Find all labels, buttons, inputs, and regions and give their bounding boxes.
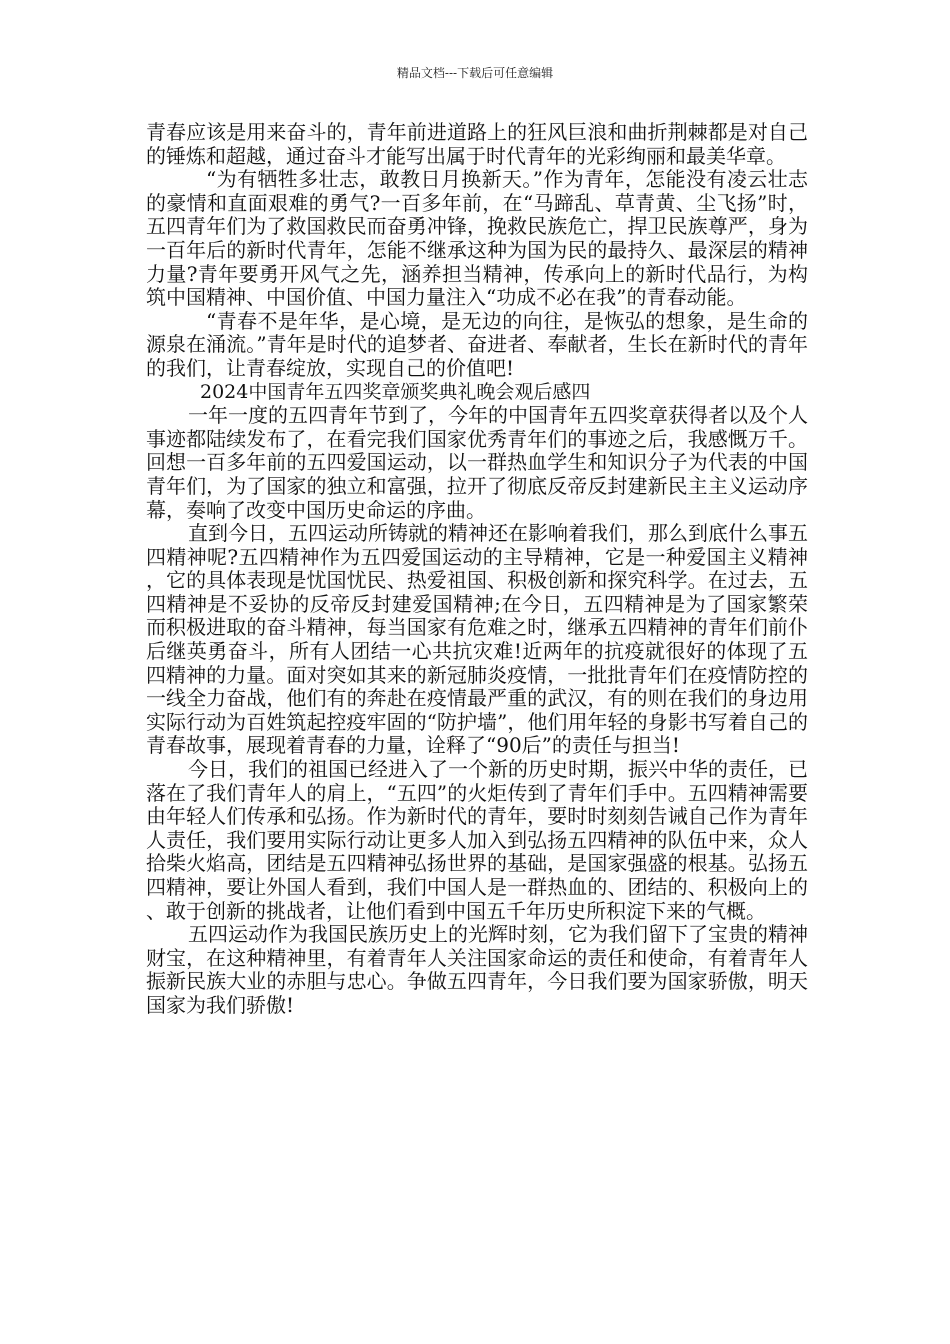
paragraph: 五四运动作为我国民族历史上的光辉时刻，它为我们留下了宝贵的精神财宝，在这种精神里，有着青年人关注国家命运的责任和使命，有着青年人振新民族大业的赤胆与忠心。争做五四青年，今日我们要为国家骄傲，明天国家为我们骄傲! <box>146 922 808 1017</box>
paragraph: 一年一度的五四青年节到了，今年的中国青年五四奖章获得者以及个人事迹都陆续发布了，在看完我们国家优秀青年们的事迹之后，我感慨万千。回想一百多年前的五四爱国运动，以一群热血学生和知识分子为代表的中国青年们，为了国家的独立和富强，拉开了彻底反帝反封建新民主主义运动序幕，奏响了改变中国历史命运的序曲。 <box>146 403 808 522</box>
paragraph: “青春不是年华，是心境，是无边的向往，是恢弘的想象，是生命的源泉在涌流。”青年是时代的追梦者、奋进者、奉献者，生长在新时代的青年的我们，让青春绽放，实现自己的价值吧! <box>146 308 808 380</box>
paragraph: “为有牺牲多壮志，敢教日月换新天。”作为青年，怎能没有凌云壮志的豪情和直面艰难的勇气?一百多年前，在“马蹄乱、草青黄、尘飞扬”时，五四青年们为了救国救民而奋勇冲锋，挽救民族危亡，捍卫民族尊严，身为一百年后的新时代青年，怎能不继承这种为国为民的最持久、最深层的精神力量?青年要勇开风气之先，涵养担当精神，传承向上的新时代品行，为构筑中国精神、中国价值、中国力量注入“功成不必在我”的青春动能。 <box>146 167 808 310</box>
paragraph: 今日，我们的祖国已经进入了一个新的历史时期，振兴中华的责任，已落在了我们青年人的肩上，“五四”的火炬传到了青年们手中。五四精神需要由年轻人们传承和弘扬。作为新时代的青年，要时时刻刻告诫自己作为青年人责任，我们要用实际行动让更多人加入到弘扬五四精神的队伍中来，众人拾柴火焰高，团结是五四精神弘扬世界的基础，是国家强盛的根基。弘扬五四精神，要让外国人看到，我们中国人是一群热血的、团结的、积极向上的、敢于创新的挑战者，让他们看到中国五千年历史所积淀下来的气概。 <box>146 757 808 923</box>
paragraph: 青春应该是用来奋斗的，青年前进道路上的狂风巨浪和曲折荆棘都是对自己的锤炼和超越，通过奋斗才能写出属于时代青年的光彩绚丽和最美华章。 <box>146 120 808 168</box>
paragraph: 直到今日，五四运动所铸就的精神还在影响着我们，那么到底什么事五四精神呢?五四精神作为五四爱国运动的主导精神，它是一种爱国主义精神，它的具体表现是忧国忧民、热爱祖国、积极创新和探究科学。在过去，五四精神是不妥协的反帝反封建爱国精神;在今日，五四精神是为了国家繁荣而积极进取的奋斗精神，每当国家有危难之时，继承五四精神的青年们前仆后继英勇奋斗，所有人团结一心共抗灾难!近两年的抗疫就很好的体现了五四精神的力量。面对突如其来的新冠肺炎疫情，一批批青年们在疫情防控的一线全力奋战，他们有的奔赴在疫情最严重的武汉，有的则在我们的身边用实际行动为百姓筑起控疫牢固的“防护墙”，他们用年轻的身影书写着自己的青春故事，展现着青春的力量，诠释了“90后”的责任与担当! <box>146 521 808 758</box>
page-header: 精品文档---下载后可任意编辑 <box>396 66 554 80</box>
section-title: 2024中国青年五四奖章颁奖典礼晚会观后感四 <box>200 380 591 403</box>
document-body <box>146 121 808 1018</box>
